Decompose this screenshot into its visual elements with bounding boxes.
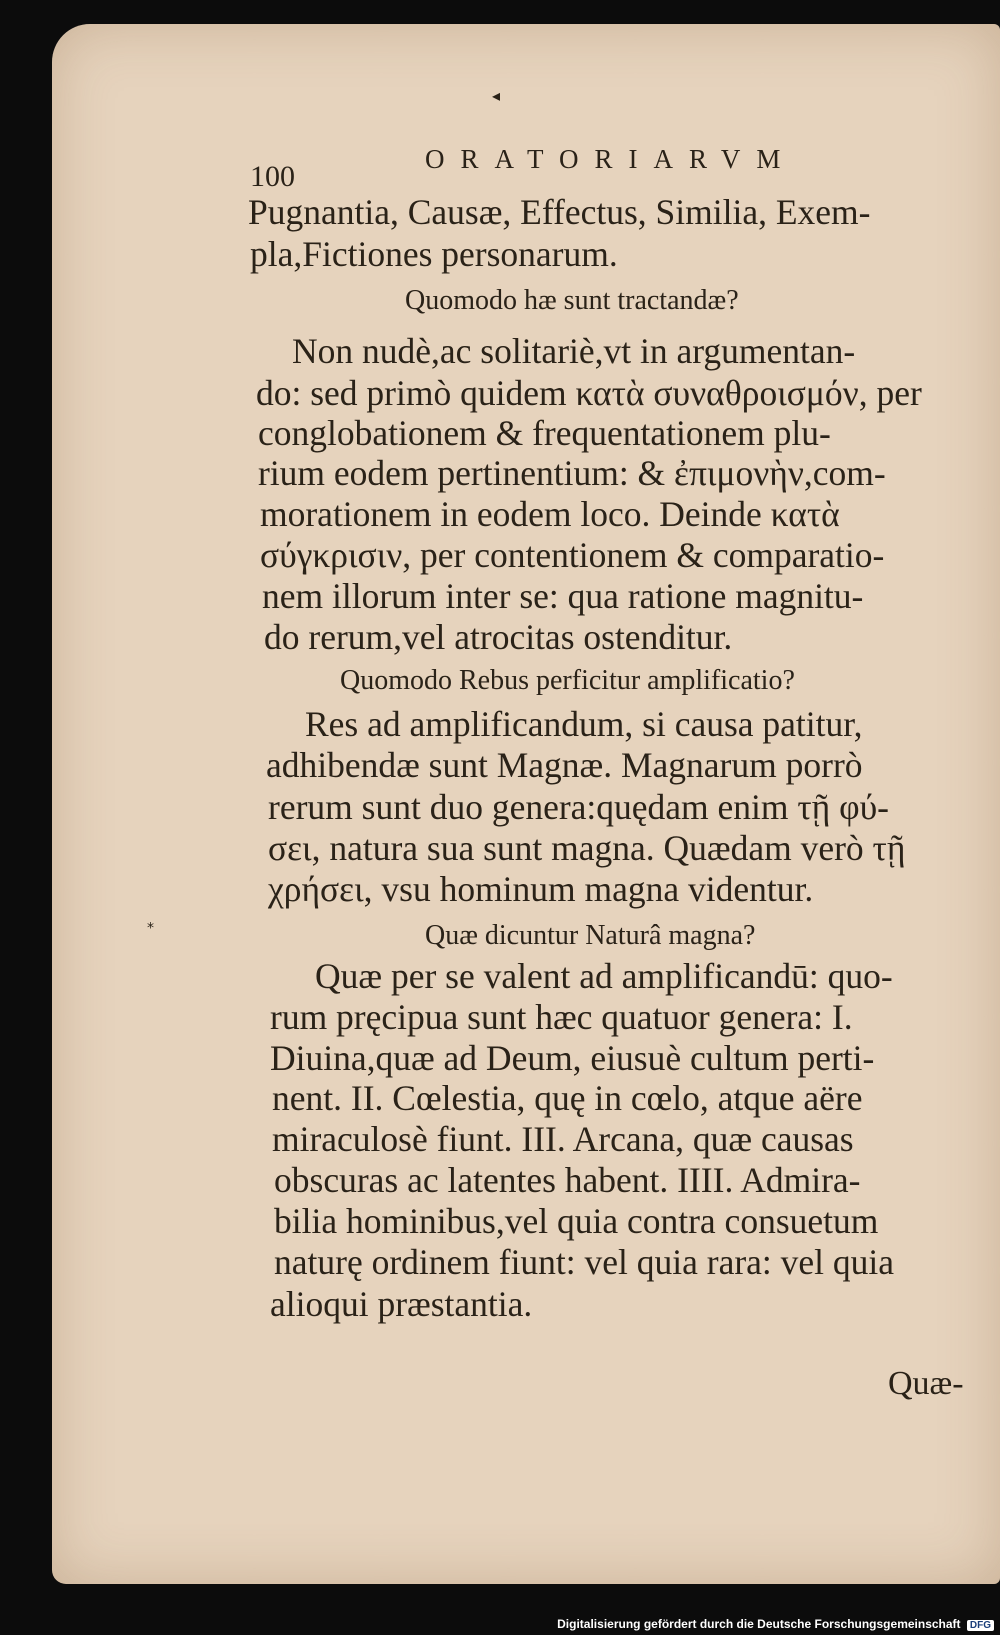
text-line: Pugnantia, Causæ, Effectus, Similia, Exem-: [248, 192, 871, 232]
text-line: rium eodem pertinentium: & ἐπιμονὴν,com-: [258, 453, 886, 493]
text-line: Quæ per se valent ad amplificandū: quo-: [315, 956, 893, 996]
text-line: morationem in eodem loco. Deinde κατὰ: [260, 494, 840, 534]
text-line: obscuras ac latentes habent. IIII. Admira-: [274, 1160, 861, 1200]
text-line: σύγκρισιν, per contentionem & comparatio-: [260, 535, 885, 575]
text-line: Res ad amplificandum, si causa patitur,: [305, 704, 863, 744]
page-number: 100: [250, 160, 295, 193]
running-title: ORATORIARVM: [425, 144, 797, 174]
text-line: conglobationem & frequentationem plu-: [258, 413, 831, 453]
text-line: naturę ordinem fiunt: vel quia rara: vel quia: [274, 1242, 895, 1282]
question-heading: Quæ dicuntur Naturâ magna?: [425, 920, 756, 951]
text-line: bilia hominibus,vel quia contra consuetum: [274, 1201, 879, 1241]
dfg-logo: DFG: [967, 1620, 994, 1631]
catchword: Quæ-: [888, 1365, 964, 1402]
text-line: do rerum,vel atrocitas ostenditur.: [264, 617, 733, 657]
digitization-credit: [557, 1617, 994, 1631]
text-line: Diuina,quæ ad Deum, eiusuè cultum perti-: [270, 1038, 875, 1078]
text-line: alioqui præstantia.: [270, 1284, 533, 1324]
question-heading: Quomodo hæ sunt tractandæ?: [405, 285, 739, 316]
text-line: adhibendæ sunt Magnæ. Magnarum porrò: [266, 745, 863, 785]
question-heading: Quomodo Rebus perficitur amplificatio?: [340, 665, 795, 696]
text-line: nent. II. Cœlestia, quę in cœlo, atque aëre: [272, 1078, 863, 1118]
text-line: pla,Fictiones personarum.: [250, 234, 618, 274]
text-line: Non nudè,ac solitariè,vt in argumentan-: [292, 331, 856, 371]
text-line: miraculosè fiunt. III. Arcana, quæ causas: [272, 1119, 854, 1159]
text-line: rerum sunt duo genera:quędam enim τῇ φύ-: [268, 787, 889, 827]
text-line: do: sed primò quidem κατὰ συναθροισμόν, per: [256, 373, 922, 413]
credit-text: Digitalisierung gefördert durch die Deutsche Forschungsgemeinschaft: [557, 1617, 961, 1631]
top-mark: ◂: [492, 86, 501, 105]
text-line: χρήσει, vsu hominum magna videntur.: [268, 869, 814, 909]
margin-mark: ⁎: [147, 916, 154, 932]
text-line: rum pręcipua sunt hæc quatuor genera: I.: [270, 997, 853, 1037]
text-line: σει, natura sua sunt magna. Quædam verò τῇ: [268, 828, 906, 868]
text-line: nem illorum inter se: qua ratione magnitu-: [262, 576, 864, 616]
